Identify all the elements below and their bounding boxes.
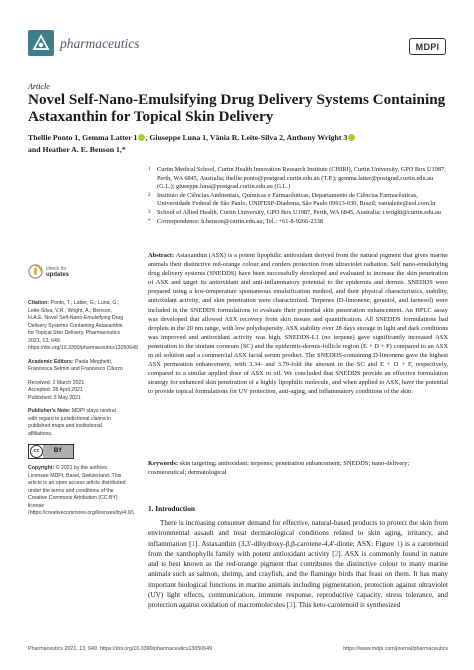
author-list bbox=[28, 132, 448, 155]
authors-line1: Thellie Ponto 1, Gemma Latter 1 bbox=[28, 133, 138, 142]
article-type: Article bbox=[28, 82, 50, 91]
check-updates-line2: updates bbox=[46, 271, 70, 278]
publisher-logo: MDPI bbox=[409, 38, 446, 55]
affiliation-1: 1 Curtin Medical School, Curtin Health Innovation Research Institute (CHIRI), Curtin University, GPO Box U1987, Perth, WA 6845, Australia; thellie.ponto@postgrad.curtin.edu.au (T.P.); gemma.latter@postgrad.curtin.edu.au (G.L.); giuseppe.luna@postgrad.curtin.edu.au (G.L.) bbox=[148, 166, 446, 191]
correspondence: * Correspondence: h.benson@curtin.edu.au; Tel.: +61-8-9266-2338 bbox=[148, 217, 324, 225]
check-updates-line1: check for bbox=[46, 265, 67, 272]
citation: Citation: Ponto, T.; Latter, G.; Luna, G.; Leite-Silva, V.R.; Wright, A.; Benson, H.A.E. Novel Self-Nano-Emulsifying Drug Delivery Systems Containing Astaxanthin for Topical Skin Delivery. Pharmaceutics 2021, 13, 649. https://doi.org/10.3390/pharmaceutics13050649 bbox=[28, 300, 138, 351]
journal-name: pharmaceutics bbox=[60, 36, 140, 51]
academic-editors: Academic Editors: Paola Minghetti, Francesca Selmin and Francesco Cilurzo bbox=[28, 358, 123, 372]
article-info-sidebar bbox=[28, 300, 138, 524]
by-icon: BY bbox=[43, 445, 73, 458]
article-title: Novel Self-Nano-Emulsifying Drug Delivery Systems Containing Astaxanthin for Topical Skin Delivery bbox=[28, 91, 446, 125]
keywords bbox=[148, 459, 448, 477]
introduction-paragraph: There is increasing consumer demand for effective, natural-based products to protect the skin from environmental assault and treat dermatological conditions related to skin aging, irritancy, and inflammation [1]. Astaxanthin (3,3′-dihydroxy-β,β-carotene-4,4′-dione; ASX: Figure 1) is a carotenoid from the xanthophylls family with potent antioxidant activity [2]. ASX is commonly found in nature and is best known as the red-orange pigment that contributes the distinctive colour to many marine animals such as salmon, shrimp, and crayfish, and the flamingo birds that feast on them. It has many important biological functions in marine animals including pigmentation, protection against ultraviolet (UV) light effects, communication, immune response, reproductive capacity, stress tolerance, and protection against oxidation of macromolecules [3]. This keto-carotenoid is synthesized bbox=[148, 519, 448, 610]
cc-icon: cc bbox=[30, 445, 43, 458]
page-footer bbox=[28, 646, 448, 652]
dates bbox=[28, 380, 126, 403]
check-updates-icon bbox=[28, 264, 43, 279]
affiliation-2: 2 Instituto de Ciências Ambientais, Químicas e Farmacêuticas, Departamento de Ciências Farmacêuticas, Universidade Federal de São Paulo, UNIFESP-Diadema, São Paulo 09913-030, Brazil; vanialeite@uol.com.br bbox=[148, 191, 436, 208]
keywords-label: Keywords: bbox=[148, 460, 179, 467]
abstract-label: Abstract: bbox=[148, 252, 175, 259]
check-for-updates-button[interactable] bbox=[28, 264, 69, 279]
authors-line1b: , Giuseppe Luna 1, Vânia R. Leite-Silva 2, Anthony Wright 3 bbox=[145, 133, 348, 142]
orcid-icon[interactable] bbox=[348, 134, 355, 141]
affiliations bbox=[148, 166, 448, 226]
footer-citation[interactable]: Pharmaceutics 2021, 13, 649. https://doi.org/10.3390/pharmaceutics13050649 bbox=[28, 646, 213, 652]
reference-link[interactable]: 1 bbox=[191, 539, 196, 548]
publishers-note: Publisher's Note: MDPI stays neutral with regard to jurisdictional claims in published maps and institutional affiliations. bbox=[28, 408, 116, 437]
keywords-text: skin targeting; antioxidant; terpenes; penetration enhancement; SNEDDS; nano-delivery; cosmeceutical; dermatological bbox=[148, 460, 410, 477]
published-date: Published: 3 May 2021 bbox=[28, 394, 81, 401]
received-date: Received: 2 March 2021 bbox=[28, 379, 85, 386]
reference-link[interactable]: 2 bbox=[334, 549, 339, 558]
copyright: Copyright: © 2021 by the authors. Licensee MDPI, Basel, Switzerland. This article is an open access article distributed under the terms and conditions of the Creative Commons Attribution (CC BY) license (https://creativecommons.org/licenses/by/4.0/). bbox=[28, 465, 136, 516]
abstract-text: Astaxanthin (ASX) is a potent lipophilic antioxidant derived from the natural pigment that gives marine animals their distinctive red-orange colour and confers protection from ultraviolet radiation. Self nano-emulsifying drug delivery systems (SNEDDS) have been successfully developed and evaluated to increase the skin penetration of ASX and target its antioxidant and anti-inflammatory potential to the epidermis and dermis. SNEDDS were prepared using a low-temperature spontaneous emulsification method, and their physical characteristics, stability, antioxidant activity, and skin penetration were characterized. Terpenes (D-limonene, geraniol, and farnesol) were included in the SNEDDS formulations to evaluate their potential skin penetration enhancement. An HPLC assay was developed that allowed ASX recovery from skin tissues and quantification. All SNEDDS formulations had droplets in the 20 nm range, with low polydispersity. ASX stability over 28 days storage in light and dark conditions was improved and antioxidant activity was high. SNEDDS-L1 (no terpene) gave significantly increased ASX penetration to the stratum corneum (SC) and the epidermis-dermis-follicle region (E + D + F) compared to an ASX in oil solution and a commercial ASX facial serum product. The SNEDDS-containing D-limonene gave the highest ASX permeation enhancement, with 3.34- and 3.79-fold the amount in the SC and E + D + F, respectively, compared to a similar applied dose of ASX in oil. We concluded that SNEDDS provide an effective formulation strategy for enhanced skin penetration of a highly lipophilic molecule, and when applied to ASX, have the potential to provide topical formulations for UV protection, anti-aging, and inflammatory conditions of the skin. bbox=[148, 252, 448, 396]
section-heading-introduction: 1. Introduction bbox=[148, 504, 195, 513]
accepted-date: Accepted: 28 April 2021 bbox=[28, 387, 83, 393]
journal-logo-icon bbox=[28, 30, 54, 56]
abstract bbox=[148, 251, 448, 397]
affiliation-3: 3 School of Allied Health, Curtin University, GPO Box U1987, Perth, WA 6845, Australia; t.wright@curtin.edu.au bbox=[148, 208, 441, 216]
figure-link[interactable]: 1 bbox=[396, 539, 401, 548]
authors-line2: and Heather A. E. Benson 1,* bbox=[28, 144, 126, 154]
cc-by-license-badge[interactable] bbox=[28, 444, 74, 459]
footer-journal-url[interactable]: https://www.mdpi.com/journal/pharmaceutics bbox=[343, 646, 448, 652]
reference-link[interactable]: 3 bbox=[289, 601, 293, 610]
